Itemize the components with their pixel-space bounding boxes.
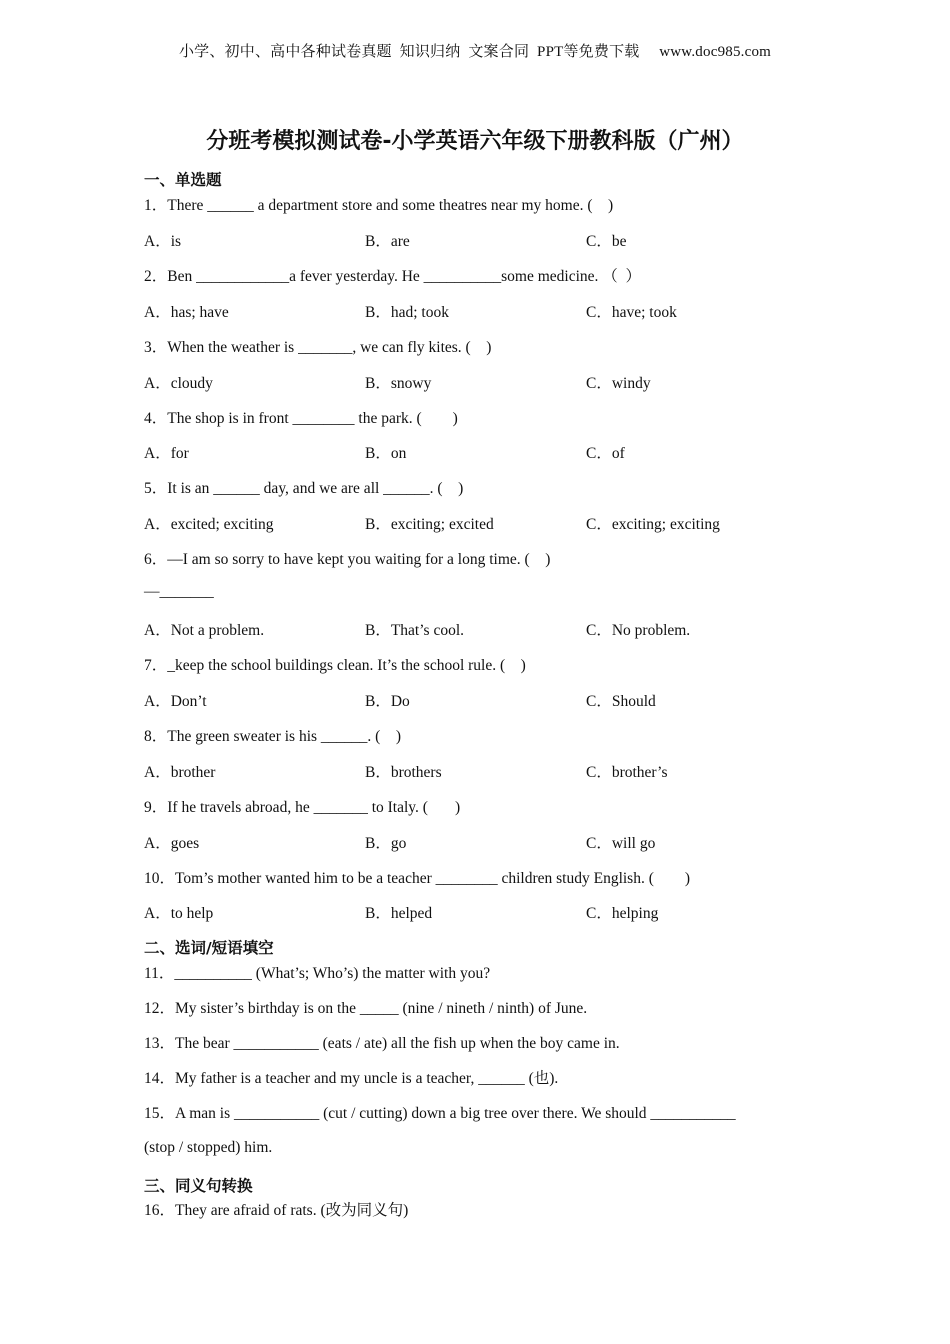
option-a: A．to help [144, 905, 214, 922]
section-heading-single-choice: 一、单选题 [144, 171, 222, 189]
option-b: B．helped [365, 905, 433, 922]
question-5: 5．It is an ______ day, and we are all ______. ( ) [144, 480, 464, 497]
page-header: 小学、初中、高中各种试卷真题 知识归纳 文案合同 PPT等免费下载 www.doc985.com [178, 44, 772, 60]
option-c: C．be [586, 233, 627, 250]
option-a: A．Not a problem. [144, 622, 265, 639]
option-b: B．are [365, 233, 410, 250]
question-13: 13．The bear ___________ (eats / ate) all the fish up when the boy came in. [144, 1035, 620, 1052]
question-15-continued: (stop / stopped) him. [144, 1139, 273, 1156]
option-b: B．go [365, 835, 407, 852]
option-a: A．Don’t [144, 693, 207, 710]
option-c: C．will go [586, 835, 656, 852]
question-6-answer-line: —_______ [144, 583, 214, 600]
question-15: 15．A man is ___________ (cut / cutting) down a big tree over there. We should ___________ [144, 1105, 736, 1122]
option-a: A．cloudy [144, 375, 213, 392]
option-c: C．brother’s [586, 764, 668, 781]
question-12: 12．My sister’s birthday is on the _____ (nine / nineth / ninth) of June. [144, 1000, 588, 1017]
option-a: A．brother [144, 764, 216, 781]
option-c: C．exciting; exciting [586, 516, 720, 533]
option-c: C．helping [586, 905, 659, 922]
option-a: A．excited; exciting [144, 516, 274, 533]
question-9: 9．If he travels abroad, he _______ to Italy. ( ) [144, 799, 461, 816]
option-b: B．That’s cool. [365, 622, 465, 639]
option-c: C．Should [586, 693, 656, 710]
section-heading-synonym: 三、同义句转换 [144, 1177, 253, 1195]
section-heading-fill-in: 二、选词/短语填空 [144, 939, 274, 957]
question-7: 7．_keep the school buildings clean. It’s the school rule. ( ) [144, 657, 526, 674]
option-c: C．of [586, 445, 625, 462]
option-b: B．on [365, 445, 407, 462]
option-b: B．had; took [365, 304, 449, 321]
question-11: 11．__________ (What’s; Who’s) the matter with you? [144, 965, 491, 982]
question-14: 14．My father is a teacher and my uncle is a teacher, ______ (也). [144, 1070, 559, 1087]
option-a: A．goes [144, 835, 200, 852]
question-2: 2．Ben ____________a fever yesterday. He __________some medicine. （ ） [144, 268, 642, 285]
question-4: 4．The shop is in front ________ the park. ( ) [144, 410, 458, 427]
option-a: A．is [144, 233, 182, 250]
option-a: A．for [144, 445, 189, 462]
question-1: 1．There ______ a department store and some theatres near my home. ( ) [144, 197, 614, 214]
option-c: C．No problem. [586, 622, 691, 639]
option-b: B．exciting; excited [365, 516, 494, 533]
page-title: 分班考模拟测试卷-小学英语六年级下册教科版（广州） [206, 129, 744, 154]
option-c: C．windy [586, 375, 651, 392]
option-a: A．has; have [144, 304, 229, 321]
option-b: B．snowy [365, 375, 432, 392]
question-6: 6．—I am so sorry to have kept you waiting for a long time. ( ) [144, 551, 551, 568]
option-b: B．Do [365, 693, 410, 710]
option-b: B．brothers [365, 764, 442, 781]
question-3: 3．When the weather is _______, we can fly kites. ( ) [144, 339, 492, 356]
question-10: 10．Tom’s mother wanted him to be a teacher ________ children study English. ( ) [144, 870, 691, 887]
question-8: 8．The green sweater is his ______. ( ) [144, 728, 401, 745]
option-c: C．have; took [586, 304, 677, 321]
question-16: 16．They are afraid of rats. (改为同义句) [144, 1202, 409, 1219]
